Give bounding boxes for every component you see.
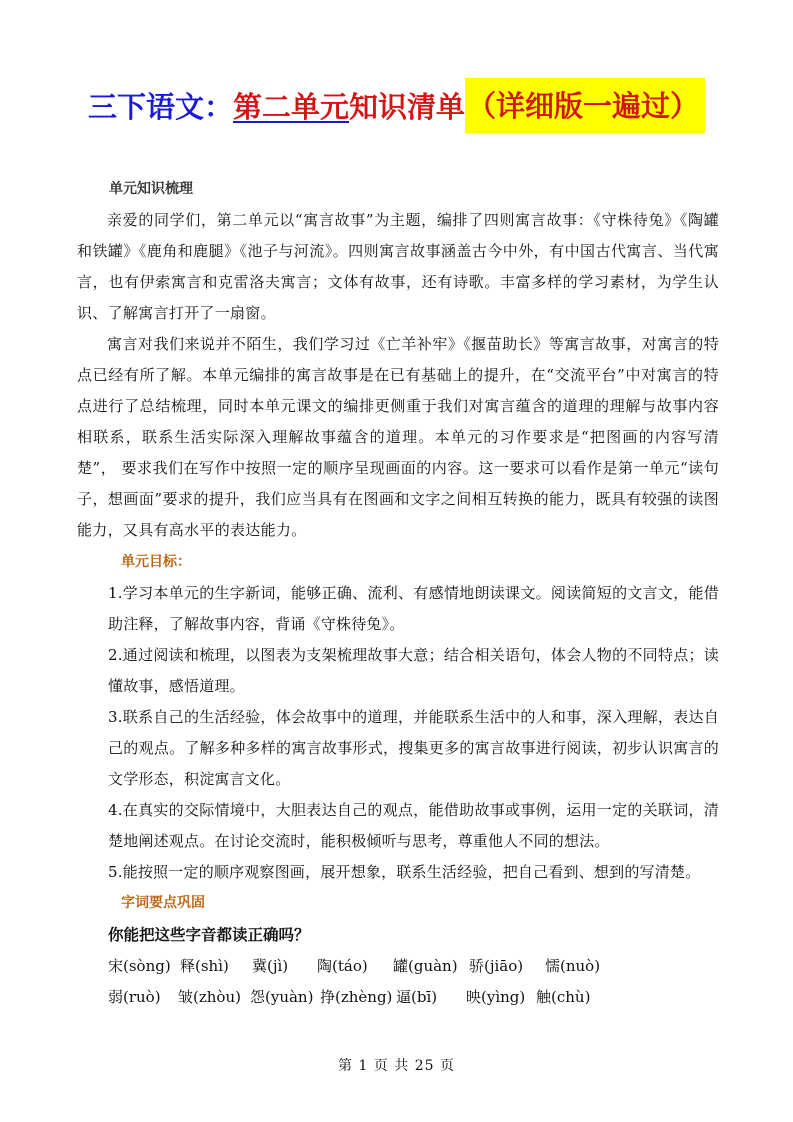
pinyin-row-2	[108, 982, 719, 1013]
document-body	[77, 174, 719, 1013]
section-heading-vocabulary: 字词要点巩固	[121, 895, 205, 911]
section-heading-goals: 单元目标：	[121, 554, 191, 570]
pinyin-item: 骄(jiāo)	[469, 957, 524, 975]
pinyin-item: 弱(ruò)	[108, 988, 161, 1006]
pinyin-row-1	[108, 951, 719, 982]
goal-item: 3.联系自己的生活经验，体会故事中的道理，并能联系生活中的人和事，深入理解，表达自己的观点。了解多种多样的寓言故事形式，搜集更多的寓言故事进行阅读，初步认识寓言的文学形态，积淀寓言文化。	[108, 708, 719, 788]
pinyin-item: 映(yìng)	[466, 988, 526, 1006]
title-grade-subject: 三下语文：	[88, 89, 234, 124]
title-knowledge-list: 知识清单	[349, 89, 466, 124]
pinyin-item: 挣(zhèng)	[320, 988, 393, 1006]
overview-paragraph-2: 寓言对我们来说并不陌生，我们学习过《亡羊补牢》《揠苗助长》等寓言故事，对寓言的特点已经有所了解。本单元编排的寓言故事是在已有基础上的提升，在“交流平台”中对寓言的特点进行了总结梳理，同时本单元课文的编排更侧重于我们对寓言蕴含的道理的理解与故事内容相联系，联系生活实际深入理解故事蕴含的道理。本单元的习作要求是“把图画的内容写清楚”， 要求我们在写作中按照一定的顺序呈现画面的内容。这一要求可以看作是第一单元“读句子，想画面”要求的提升，我们应当具有在图画和文字之间相互转换的能力，既具有较强的读图能力，又具有高水平的表达能力。	[77, 335, 719, 539]
goal-item: 5.能按照一定的顺序观察图画，展开想象，联系生活经验，把自己看到、想到的写清楚。	[108, 863, 701, 881]
pinyin-item: 宋(sòng)	[108, 957, 171, 975]
pinyin-item: 逼(bī)	[396, 988, 438, 1006]
page-footer: 第 1 页 共 25 页	[338, 1058, 455, 1074]
section-heading-overview: 单元知识梳理	[109, 181, 193, 197]
goal-item: 1.学习本单元的生字新词，能够正确、流利、有感情地朗读课文。阅读简短的文言文，能借助注释，了解故事内容，背诵《守株待兔》。	[108, 584, 719, 633]
pinyin-item: 罐(guàn)	[393, 957, 458, 975]
pinyin-item: 怨(yuàn)	[250, 988, 314, 1006]
pinyin-item: 释(shì)	[180, 957, 229, 975]
pinyin-item: 皱(zhòu)	[178, 988, 241, 1006]
document-title	[88, 78, 705, 132]
title-highlight: （详细版一遍过）	[465, 78, 705, 133]
overview-paragraph-1: 亲爱的同学们，第二单元以“寓言故事”为主题，编排了四则寓言故事：《守株待兔》《陶罐和铁罐》《鹿角和鹿腿》《池子与河流》。四则寓言故事涵盖古今中外，有中国古代寓言、当代寓言，也有伊索寓言和克雷洛夫寓言；文体有故事，还有诗歌。丰富多样的学习素材，为学生认识、了解寓言打开了一扇窗。	[77, 211, 719, 322]
pinyin-item: 陶(táo)	[317, 957, 368, 975]
goal-item: 2.通过阅读和梳理，以图表为支架梳理故事大意；结合相关语句，体会人物的不同特点；读懂故事，感悟道理。	[108, 646, 719, 695]
pinyin-item: 懦(nuò)	[545, 957, 601, 975]
title-unit: 第二单元	[233, 89, 350, 124]
pinyin-item: 冀(jì)	[252, 957, 289, 975]
goal-item: 4.在真实的交际情境中，大胆表达自己的观点，能借助故事或事例，运用一定的关联词，清楚地阐述观点。在讨论交流时，能积极倾听与思考，尊重他人不同的想法。	[108, 801, 719, 850]
pinyin-item: 触(chù)	[536, 988, 591, 1006]
pronunciation-question: 你能把这些字音都读正确吗？	[108, 926, 310, 944]
